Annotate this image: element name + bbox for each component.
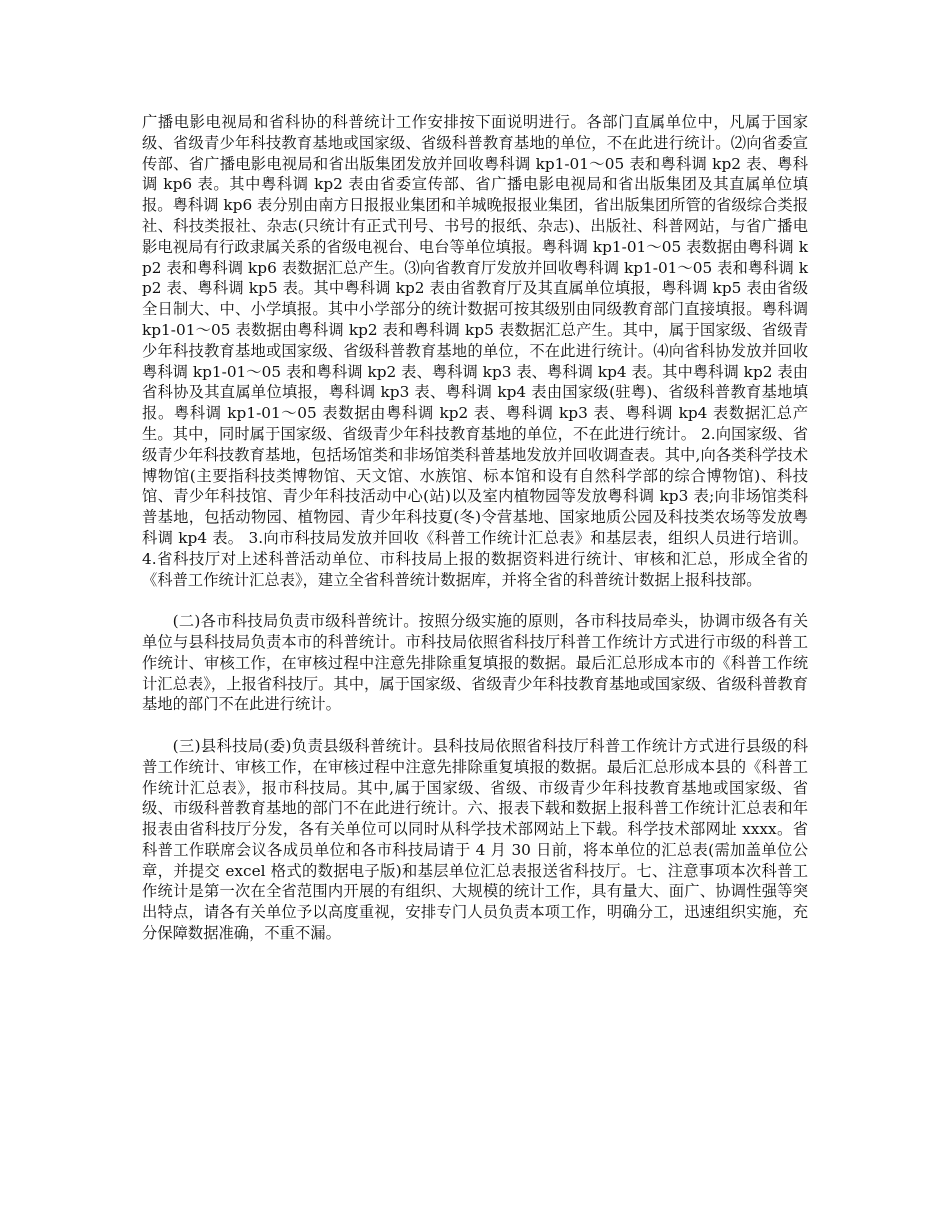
paragraph-county-statistics: (三)县科技局(委)负责县级科普统计。县科技局依照省科技厅科普工作统计方式进行县级的科普工作统计、审核工作，在审核过程中注意先排除重复填报的数据。最后汇总形成本县的《科普工作统计汇总表》，报市科技局。其中,属于国家级、省级、市级青少年科技教育基地或国家级、省级、市级科普教育基地的部门不在此进行统计。六、报表下载和数据上报科普工作统计汇总表和年报表由省科技厅分发，各有关单位可以同时从科学技术部网站上下载。科学技术部网址 xxxx。省科普工作联席会议各成员单位和各市科技局请于 4 月 30 日前，将本单位的汇总表(需加盖单位公章，并提交 excel 格式的数据电子版)和基层单位汇总表报送省科技厅。七、注意事项本次科普工作统计是第一次在全省范围内开展的有组织、大规模的统计工作，具有量大、面广、协调性强等突出特点，请各有关单位予以高度重视，安排专门人员负责本项工作，明确分工，迅速组织实施，充分保障数据准确，不重不漏。 bbox=[142, 736, 808, 943]
paragraph-spacer bbox=[142, 590, 808, 611]
paragraph-city-statistics: (二)各市科技局负责市级科普统计。按照分级实施的原则，各市科技局牵头，协调市级各有关单位与县科技局负责本市的科普统计。市科技局依照省科技厅科普工作统计方式进行市级的科普工作统计、审核工作，在审核过程中注意先排除重复填报的数据。最后汇总形成本市的《科普工作统计汇总表》，上报省科技厅。其中，属于国家级、省级青少年科技教育基地或国家级、省级科普教育基地的部门不在此进行统计。 bbox=[142, 612, 808, 714]
paragraph-spacer bbox=[142, 715, 808, 736]
paragraph-provincial-arrangement: 广播电影电视局和省科协的科普统计工作安排按下面说明进行。各部门直属单位中，凡属于国家级、省级青少年科技教育基地或国家级、省级科普教育基地的单位，不在此进行统计。⑵向省委宣传部、省广播电影电视局和省出版集团发放并回收粤科调 kp1-01～05 表和粤科调 kp2 表、粤科调 kp6 表。其中粤科调 kp2 表由省委宣传部、省广播电影电视局和省出版集团及其直属单位填报。粤科调 kp6 表分别由南方日报报业集团和羊城晚报报业集团，省出版集团所管的省级综合类报社、科技类报社、杂志(只统计有正式刊号、书号的报纸、杂志)、出版社、科普网站，与省广播电影电视局有行政隶属关系的省级电视台、电台等单位填报。粤科调 kp1-01～05 表数据由粤科调 kp2 表和粤科调 kp6 表数据汇总产生。⑶向省教育厅发放并回收粤科调 kp1-01～05 表和粤科调 kp2 表、粤科调 kp5 表。其中粤科调 kp2 表由省教育厅及其直属单位填报，粤科调 kp5 表由省级全日制大、中、小学填报。其中小学部分的统计数据可按其级别由同级教育部门直接填报。粤科调 kp1-01～05 表数据由粤科调 kp2 表和粤科调 kp5 表数据汇总产生。其中，属于国家级、省级青少年科技教育基地或国家级、省级科普教育基地的单位，不在此进行统计。⑷向省科协发放并回收粤科调 kp1-01～05 表和粤科调 kp2 表、粤科调 kp3 表、粤科调 kp4 表。其中粤科调 kp2 表由省科协及其直属单位填报，粤科调 kp3 表、粤科调 kp4 表由国家级(驻粤)、省级科普教育基地填报。粤科调 kp1-01～05 表数据由粤科调 kp2 表、粤科调 kp3 表、粤科调 kp4 表数据汇总产生。其中，同时属于国家级、省级青少年科技教育基地的单位，不在此进行统计。 2.向国家级、省级青少年科技教育基地，包括场馆类和非场馆类科普基地发放并回收调查表。其中,向各类科学技术博物馆(主要指科技类博物馆、天文馆、水族馆、标本馆和设有自然科学部的综合博物馆)、科技馆、青少年科技馆、青少年科技活动中心(站)以及室内植物园等发放粤科调 kp3 表;向非场馆类科普基地，包括动物园、植物园、青少年科技夏(冬)令营基地、国家地质公园及科技类农场等发放粤科调 kp4 表。 3.向市科技局发放并回收《科普工作统计汇总表》和基层表，组织人员进行培训。 4.省科技厅对上述科普活动单位、市科技局上报的数据资料进行统计、审核和汇总，形成全省的《科普工作统计汇总表》，建立全省科普统计数据库，并将全省的科普统计数据上报科技部。 bbox=[142, 113, 808, 589]
